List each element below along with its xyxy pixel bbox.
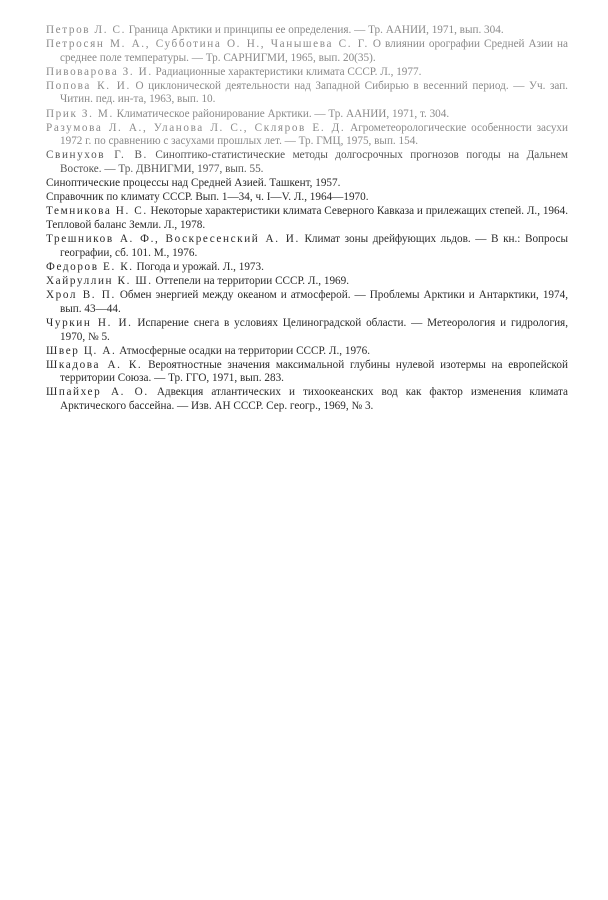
reference-author: Свинухов Г. В.: [46, 149, 148, 162]
reference-entry: [46, 205, 568, 219]
reference-entry: [46, 24, 568, 38]
reference-entry: [46, 289, 568, 316]
reference-text: Оттепели на территории СССР. Л., 1969.: [152, 275, 350, 288]
reference-text: Атмосферные осадки на территории СССР. Л., 1976.: [116, 344, 371, 357]
reference-entry: [46, 317, 568, 344]
reference-text: О влиянии орографии Средней Азии на среднее поле температуры. — Тр. САРНИГМИ, 1965, вып. 20(35).: [60, 38, 568, 64]
reference-entry: [46, 261, 568, 275]
reference-author: Петров Л. С.: [46, 24, 126, 36]
reference-text: Обмен энергией между океаном и атмосферой. — Проблемы Арктики и Антарктики, 1974, вып. 43—44.: [60, 289, 568, 315]
reference-text: О циклонической деятельности над Западной Сибирью в весенний период. — Уч. зап. Читин. пед. ин-та, 1963, вып. 10.: [60, 79, 568, 106]
reference-author: Чуркин Н. И.: [46, 316, 133, 329]
reference-text: Испарение снега в условиях Целиноградской области. — Метеорология и гидрология, 1970, № 5.: [60, 316, 569, 343]
reference-entry: [46, 66, 568, 80]
reference-list: [46, 24, 568, 414]
reference-text: Адвекция атлантических и тихоокеанских вод как фактор изменения климата Арктического бассейна. — Изв. АН СССР. Сер. геогр., 1969, № 3.: [60, 386, 569, 413]
reference-author: Швер Ц. А.: [46, 344, 117, 357]
reference-text: Синоптико-статистические методы долгосрочных прогнозов погоды на Дальнем Востоке. — Тр. ДВНИГМИ, 1977, вып. 55.: [60, 149, 568, 175]
reference-author: Попова К. И.: [46, 79, 131, 92]
reference-text: Синоптические процессы над Средней Азией. Ташкент, 1957.: [46, 177, 341, 190]
reference-entry: [46, 219, 568, 233]
reference-text: Некоторые характеристики климата Северного Кавказа и прилежащих степей. Л., 1964.: [147, 205, 568, 218]
reference-author: Темникова Н. С.: [46, 205, 148, 218]
reference-author: Пивоварова З. И.: [46, 65, 153, 78]
reference-text: Вероятностные значения максимальной глубины нулевой изотермы на европейской территории Союза. — Тр. ГГО, 1971, вып. 283.: [60, 358, 568, 385]
reference-author: Разумова Л. А., Уланова Л. С., Скляров Е. Д.: [46, 121, 346, 134]
reference-author: Федоров Е. К.: [46, 261, 134, 274]
reference-entry: [46, 38, 568, 65]
reference-author: Петросян М. А., Субботина О. Н., Чанышева С. Г.: [46, 38, 369, 51]
reference-entry: [46, 275, 568, 289]
reference-text: Радиационные характеристики климата СССР. Л., 1977.: [152, 65, 422, 78]
reference-entry: [46, 345, 568, 359]
reference-author: Шпайхер А. О.: [46, 386, 149, 399]
reference-entry: [46, 191, 568, 205]
reference-text: Климат зоны дрейфующих льдов. — В кн.: Вопросы географии, сб. 101. М., 1976.: [60, 233, 568, 259]
reference-author: Хрол В. П.: [46, 289, 116, 302]
reference-text: Справочник по климату СССР. Вып. 1—34, ч. I—V. Л., 1964—1970.: [46, 191, 369, 204]
reference-entry: [46, 122, 568, 149]
reference-entry: [46, 386, 568, 413]
reference-entry: [46, 233, 568, 260]
reference-text: Климатическое районирование Арктики. — Тр. ААНИИ, 1971, т. 304.: [113, 107, 450, 120]
reference-text: Граница Арктики и принципы ее определения. — Тр. ААНИИ, 1971, вып. 304.: [125, 24, 504, 36]
reference-author: Прик З. М.: [46, 107, 114, 120]
reference-entry: [46, 149, 568, 176]
reference-entry: [46, 177, 568, 191]
reference-text: Погода и урожай. Л., 1973.: [133, 261, 264, 274]
reference-entry: [46, 80, 568, 107]
reference-entry: [46, 359, 568, 386]
reference-entry: [46, 108, 568, 122]
reference-text: Тепловой баланс Земли. Л., 1978.: [46, 219, 206, 232]
reference-author: Шкадова А. К.: [46, 358, 143, 371]
reference-text: Агрометеорологические особенности засухи 1972 г. по сравнению с засухами прошлых лет. — Тр. ГМЦ, 1975, вып. 154.: [60, 121, 568, 148]
reference-author: Трешников А. Ф., Воскресенский А. И.: [46, 233, 300, 246]
reference-author: Хайруллин К. Ш.: [46, 275, 153, 288]
